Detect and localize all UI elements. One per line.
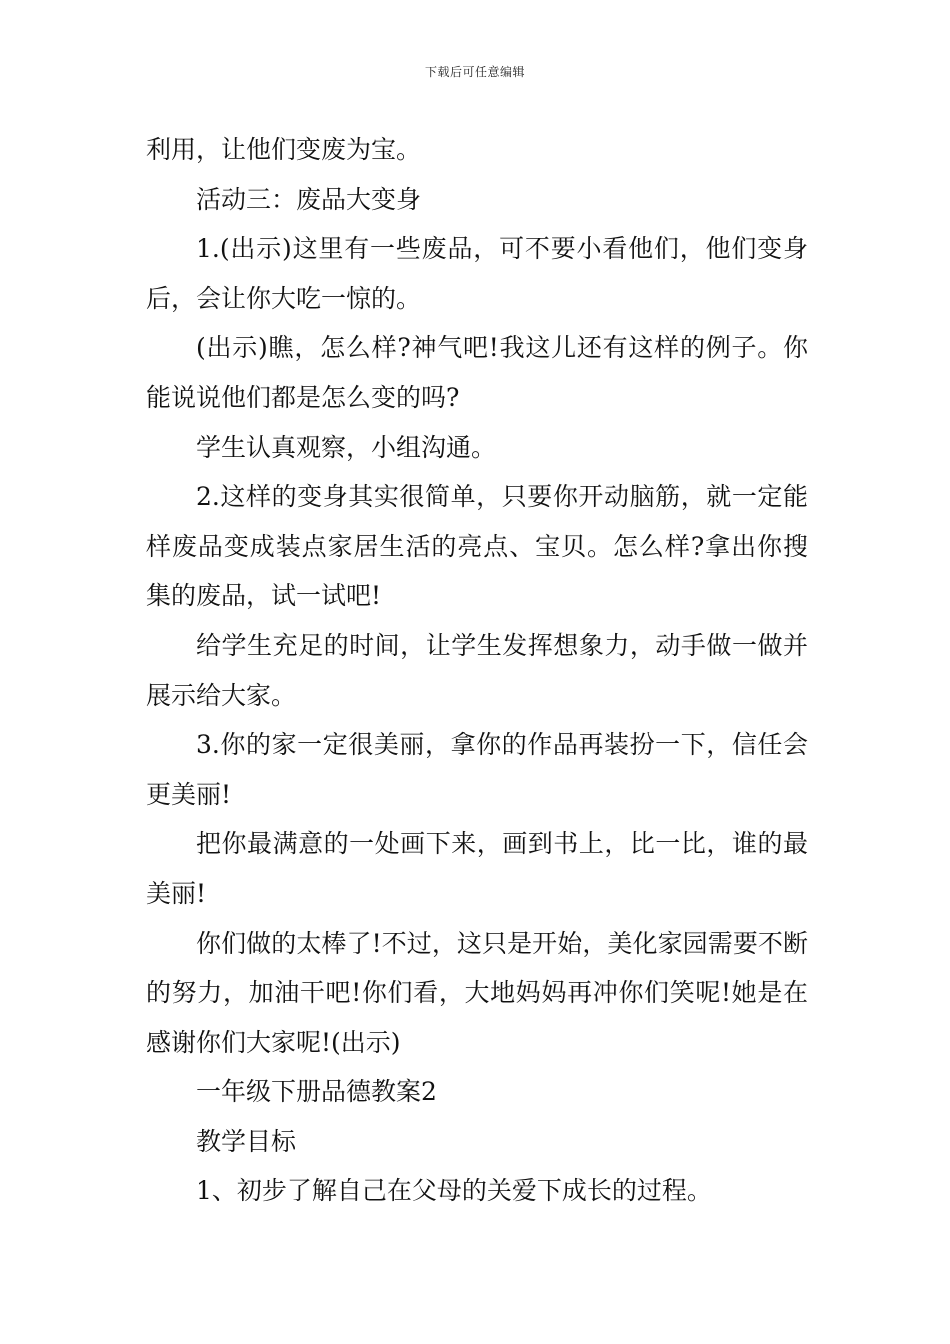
paragraph-5: 学生认真观察，小组沟通。 xyxy=(196,432,497,462)
subheading-teaching-goals: 教学目标 xyxy=(196,1126,297,1156)
paragraph-10: 你们做的太棒了!不过，这只是开始，美化家园需要不断的努力，加油干吧!你们看，大地妈妈再冲你们笑呢!她是在感谢你们大家呢!(出示) xyxy=(146,928,808,1057)
paragraph-9: 把你最满意的一处画下来，画到书上，比一比，谁的最美丽! xyxy=(146,829,808,908)
paragraph-2: 活动三：废品大变身 xyxy=(196,184,422,214)
page-header: 下载后可任意编辑 xyxy=(424,65,525,79)
document-body xyxy=(146,125,808,1216)
paragraph-4: (出示)瞧，怎么样?神气吧!我这儿还有这样的例子。你能说说他们都是怎么变的吗? xyxy=(146,333,808,412)
paragraph-1: 利用，让他们变废为宝。 xyxy=(146,135,422,164)
section-heading: 一年级下册品德教案2 xyxy=(196,1077,437,1107)
paragraph-goal-1: 1、初步了解自己在父母的关爱下成长的过程。 xyxy=(196,1176,712,1206)
paragraph-7: 给学生充足的时间，让学生发挥想象力，动手做一做并展示给大家。 xyxy=(146,630,808,710)
paragraph-3: 1.(出示)这里有一些废品，可不要小看他们，他们变身后，会让你大吃一惊的。 xyxy=(146,234,808,313)
paragraph-6: 2.这样的变身其实很简单，只要你开动脑筋，就一定能样废品变成装点家居生活的亮点、宝贝。怎么样?拿出你搜集的废品，试一试吧! xyxy=(146,482,808,611)
paragraph-8: 3.你的家一定很美丽，拿你的作品再装扮一下，信任会更美丽! xyxy=(146,730,808,809)
